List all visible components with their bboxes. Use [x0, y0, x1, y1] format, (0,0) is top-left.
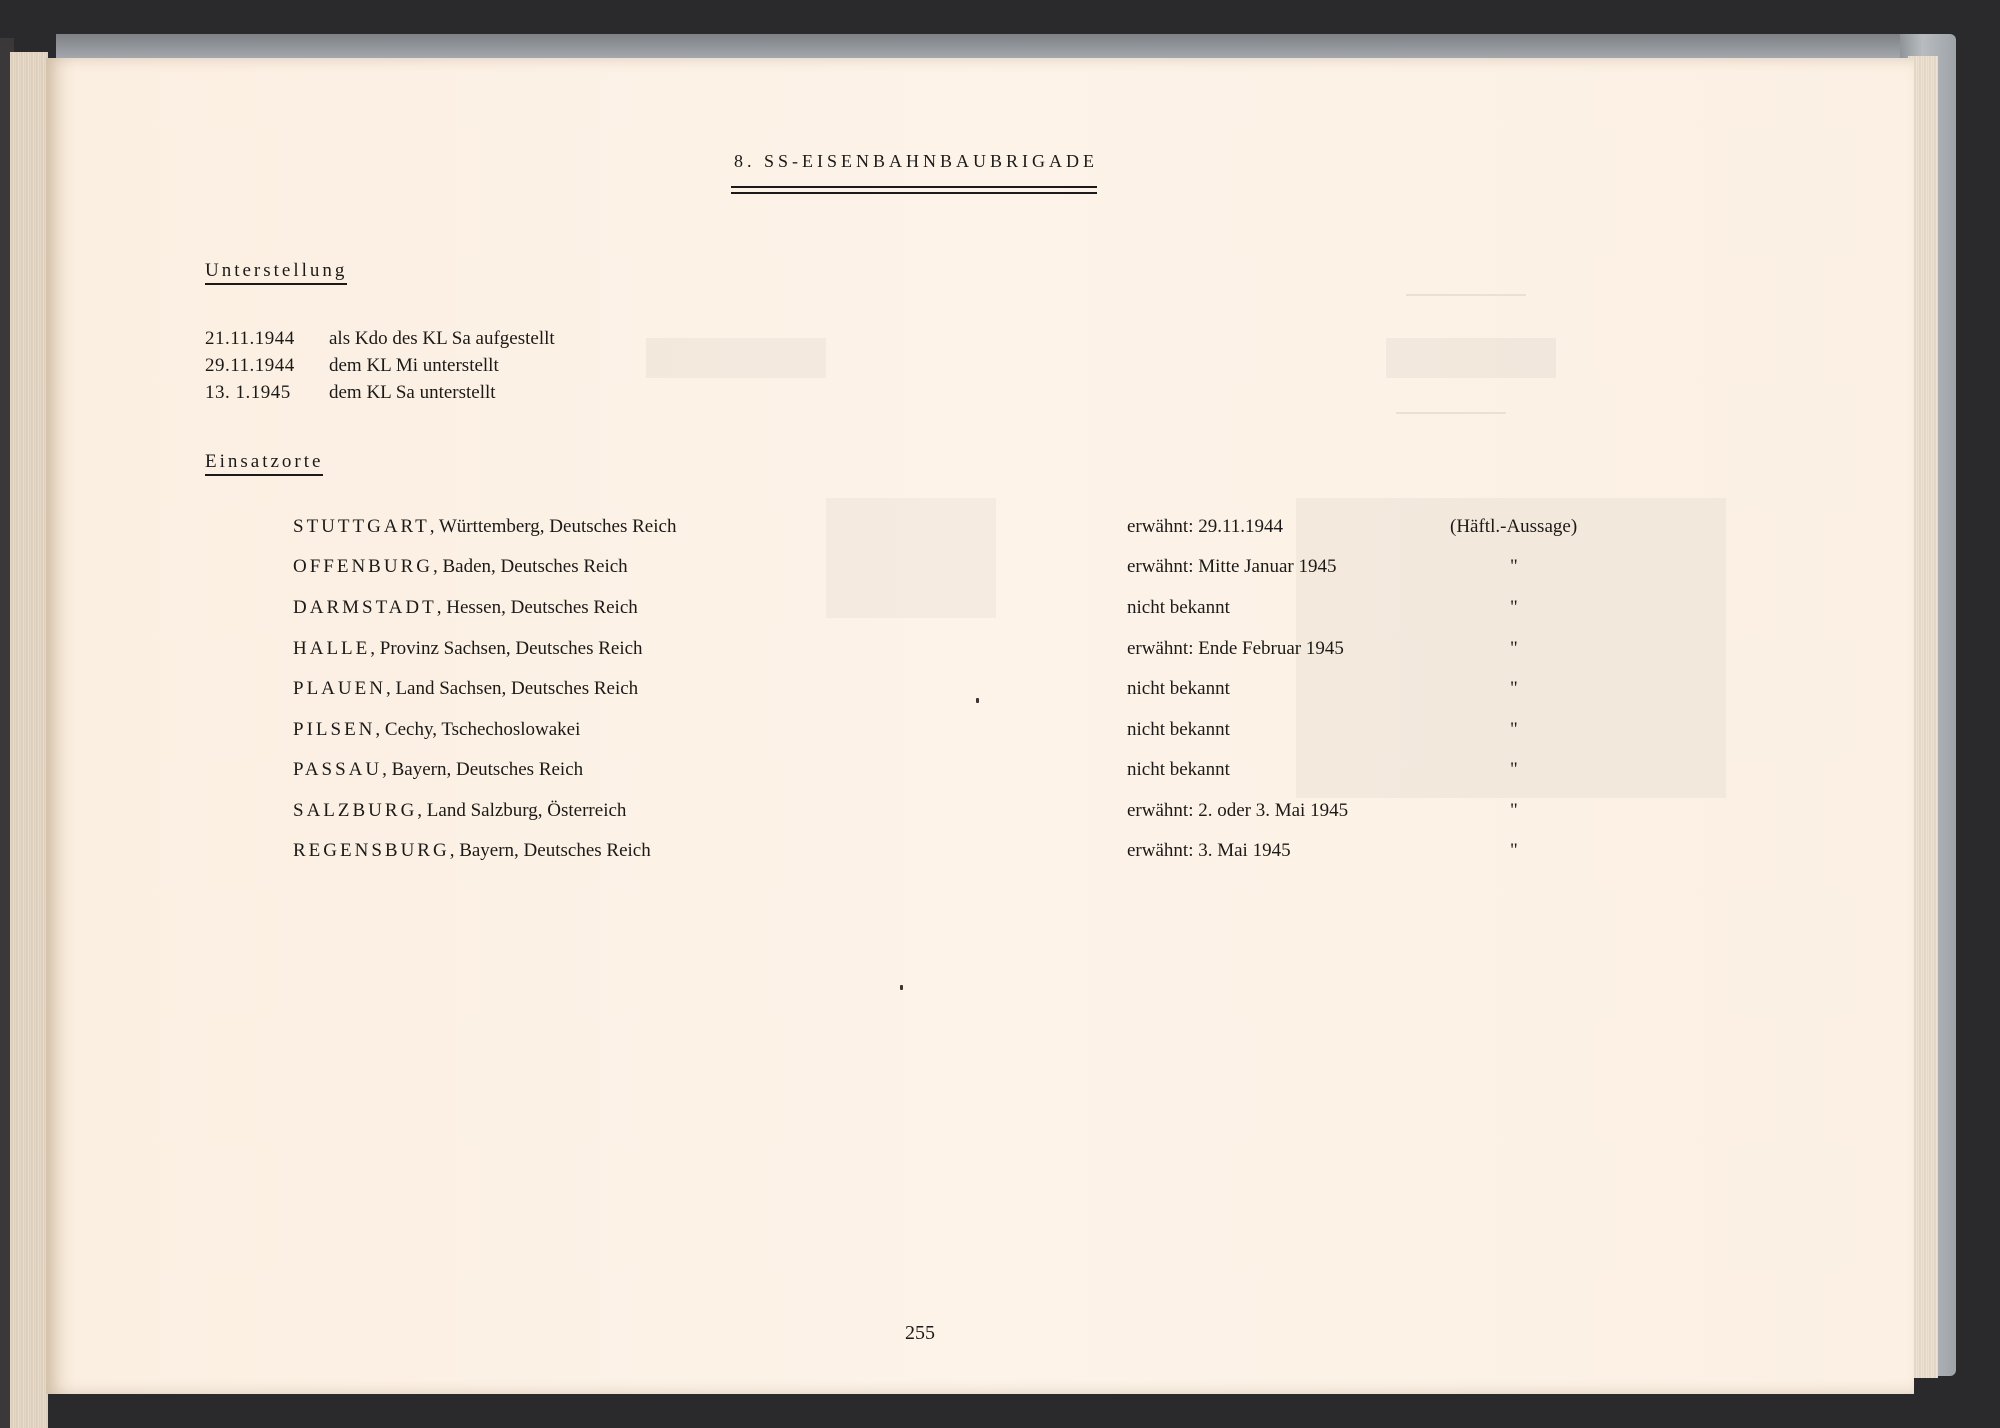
- location-region: , Württemberg, Deutsches Reich: [429, 516, 677, 537]
- page-heading: 8. SS-EISENBAHNBAUBRIGADE: [733, 151, 1098, 171]
- location-source-note: (Häftl.-Aussage): [1450, 516, 1578, 537]
- location-region: , Hessen, Deutsches Reich: [436, 597, 638, 618]
- location-place: [293, 597, 638, 619]
- location-source-note: ": [1510, 800, 1518, 821]
- unterstellung-entry: [205, 328, 555, 350]
- location-status: erwähnt: Mitte Januar 1945: [1127, 556, 1337, 577]
- location-row: [0, 678, 2000, 708]
- entry-date: 21.11.1944: [205, 328, 295, 349]
- location-city: PASSAU: [293, 759, 383, 780]
- location-source-note: ": [1510, 759, 1518, 780]
- unterstellung-entry: [205, 382, 496, 404]
- location-source-note: ": [1510, 719, 1518, 740]
- entry-text: dem KL Mi unterstellt: [329, 355, 499, 376]
- page-number: 255: [905, 1322, 935, 1344]
- unterstellung-entry: [205, 355, 499, 377]
- location-status: erwähnt: 2. oder 3. Mai 1945: [1127, 800, 1349, 821]
- location-source-note: ": [1510, 638, 1518, 659]
- location-status: nicht bekannt: [1127, 597, 1230, 618]
- section-title-einsatzorte: Einsatzorte: [205, 451, 323, 476]
- entry-text: als Kdo des KL Sa aufgestellt: [329, 328, 555, 349]
- location-region: , Cechy, Tschechoslowakei: [375, 719, 581, 740]
- location-city: STUTTGART: [293, 516, 430, 537]
- location-source-note: ": [1510, 556, 1518, 577]
- location-city: OFFENBURG: [293, 556, 433, 577]
- location-place: [293, 719, 580, 741]
- location-city: PLAUEN: [293, 678, 386, 699]
- entry-date: 29.11.1944: [205, 355, 295, 376]
- location-place: [293, 678, 638, 700]
- location-status: nicht bekannt: [1127, 678, 1230, 699]
- location-region: , Land Sachsen, Deutsches Reich: [385, 678, 639, 699]
- location-row: [0, 759, 2000, 789]
- location-source-note: ": [1510, 678, 1518, 699]
- location-place: [293, 638, 643, 660]
- heading-underline: [731, 192, 1097, 194]
- location-source-note: ": [1510, 597, 1518, 618]
- location-row: [0, 638, 2000, 668]
- entry-date: 13. 1.1945: [205, 382, 291, 403]
- paper-speck: [900, 985, 903, 990]
- location-status: nicht bekannt: [1127, 759, 1230, 780]
- location-city: DARMSTADT: [293, 597, 437, 618]
- location-status: nicht bekannt: [1127, 719, 1230, 740]
- location-row: [0, 719, 2000, 749]
- location-row: [0, 800, 2000, 830]
- location-place: [293, 516, 676, 538]
- location-place: [293, 556, 628, 578]
- heading-underline: [731, 186, 1097, 188]
- location-row: [0, 597, 2000, 627]
- location-region: , Bayern, Deutsches Reich: [449, 840, 651, 861]
- location-city: SALZBURG: [293, 800, 418, 821]
- location-place: [293, 759, 583, 781]
- location-place: [293, 840, 651, 862]
- entry-text: dem KL Sa unterstellt: [329, 382, 496, 403]
- location-row: [0, 516, 2000, 546]
- location-region: , Bayern, Deutsches Reich: [382, 759, 584, 780]
- location-region: , Land Salzburg, Österreich: [417, 800, 627, 821]
- location-place: [293, 800, 626, 822]
- location-status: erwähnt: Ende Februar 1945: [1127, 638, 1344, 659]
- location-region: , Provinz Sachsen, Deutsches Reich: [370, 638, 643, 659]
- location-city: REGENSBURG: [293, 840, 450, 861]
- location-row: [0, 556, 2000, 586]
- section-title-unterstellung: Unterstellung: [205, 260, 347, 285]
- paper-speck: [976, 698, 979, 703]
- location-region: , Baden, Deutsches Reich: [432, 556, 628, 577]
- location-source-note: ": [1510, 840, 1518, 861]
- location-status: erwähnt: 3. Mai 1945: [1127, 840, 1291, 861]
- location-city: HALLE: [293, 638, 371, 659]
- location-row: [0, 840, 2000, 870]
- location-city: PILSEN: [293, 719, 376, 740]
- location-status: erwähnt: 29.11.1944: [1127, 516, 1284, 537]
